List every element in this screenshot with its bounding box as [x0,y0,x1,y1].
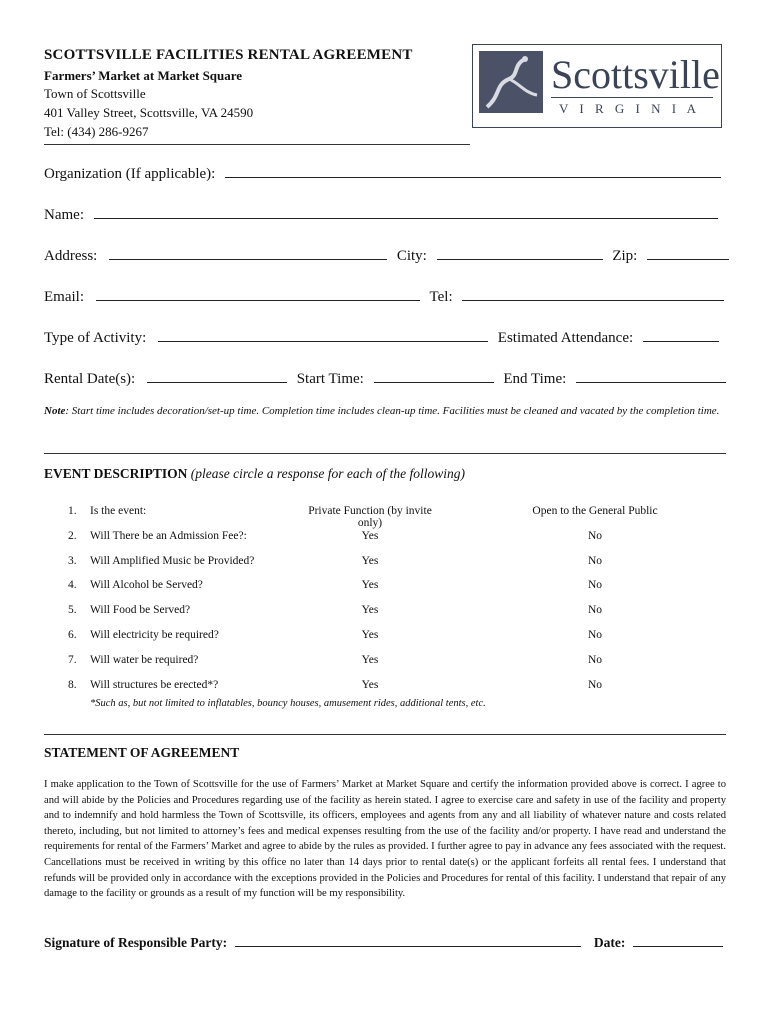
answer-option-no[interactable]: No [587,653,603,666]
date-label: Date: [593,935,626,950]
email-input[interactable] [96,288,420,301]
answer-option-no[interactable]: No [587,529,603,542]
statement-text: I make application to the Town of Scottsville for the use of Farmers’ Market at Market Square and certify the information provided above is correct. I agree to and will abide by the Policies and Procedures regarding use of the facility as herein stated. I agree to exercise care and safety in use of the facility and property and to indemnify and hold harmless the Town of Scottsville, its officers, employees and agents from any and all liability of whatever nature and costs related thereto, including, but not limited to attorney’s fees and medical expenses resulting from the use of the facility and/or property. I have read and understand the requirements for rental of the Farmers’ Market and agree to abide by the rules as provided. I further agree to pay in advance any fees associated with the request. Cancellations must be received in writing by this office no later than 14 days prior to rental date(s) or the applicant forfeits all rental fees. I understand that refunds will be provided only in accordance with the exceptions provided in the Policies and Procedures for rental of this facility. I understand that repair of any damage to the facility or grounds as a result of my function will be my responsibility. [44,779,726,900]
question-text: Will Alcohol be Served? [90,579,203,592]
question-number: 7. [68,653,77,666]
name-label: Name: [44,207,84,223]
header-divider [44,144,470,145]
question-text: Will There be an Admission Fee?: [90,529,247,542]
question-number: 4. [68,579,77,592]
address-row [44,247,729,265]
date-input[interactable] [633,934,723,947]
section-divider-2 [44,734,726,735]
answer-option-yes[interactable]: Private Function (by invite only) [308,505,432,529]
organization-row [44,165,721,183]
question-number: 1. [68,505,77,517]
question-text: Will Amplified Music be Provided? [90,554,255,567]
answer-option-no[interactable]: No [587,579,603,592]
answer-option-yes[interactable]: Yes [361,579,379,592]
answer-option-yes[interactable]: Yes [361,604,379,617]
activity-input[interactable] [158,329,488,342]
question-text: Will Food be Served? [90,604,191,617]
question-text: Will electricity be required? [90,629,219,641]
statement-heading: STATEMENT OF AGREEMENT [44,745,240,760]
address-label: Address: [44,248,98,264]
answer-option-no[interactable]: No [587,678,603,691]
question-number: 2. [68,529,77,542]
question-number: 5. [68,604,77,617]
signature-input[interactable] [235,934,581,947]
start-time-input[interactable] [374,370,494,383]
question-text: Is the event: [90,505,147,517]
scottsville-logo [472,44,722,128]
note-label: Note [44,405,66,417]
start-time-label: Start Time: [296,371,364,387]
answer-option-no[interactable]: No [587,604,603,617]
zip-input[interactable] [647,247,729,260]
logo-emblem-icon [479,51,543,113]
activity-row [44,329,719,347]
answer-option-yes[interactable]: Yes [361,554,379,567]
end-time-label: End Time: [503,371,567,387]
logo-divider [551,97,713,98]
question-text: Will structures be erected*? [90,678,219,691]
note-text: : Start time includes decoration/set-up time. Completion time includes clean-up time. Facilities must be cleaned and vacated by the completion time. [65,405,720,417]
question-text: Will water be required? [90,653,199,666]
zip-label: Zip: [612,248,638,264]
timing-note [44,403,726,420]
city-input[interactable] [437,247,603,260]
organization-input[interactable] [225,165,721,178]
question-number: 3. [68,554,77,567]
answer-option-yes[interactable]: Yes [361,653,379,666]
address-line-1: Town of Scottsville [44,86,146,101]
question-number: 8. [68,678,77,691]
email-row [44,288,724,306]
form-subtitle: Farmers’ Market at Market Square [44,68,243,83]
name-row [44,206,718,224]
tel-label: Tel: [429,289,453,305]
event-heading: EVENT DESCRIPTION [44,466,188,481]
address-line-3: Tel: (434) 286-9267 [44,124,149,139]
answer-option-yes[interactable]: Yes [361,529,379,542]
email-label: Email: [44,289,84,305]
form-title: SCOTTSVILLE FACILITIES RENTAL AGREEMENT [44,47,413,63]
question-number: 6. [68,629,77,641]
tel-input[interactable] [462,288,724,301]
event-heading-note: (please circle a response for each of the following) [187,466,465,481]
name-input[interactable] [94,206,718,219]
answer-option-yes[interactable]: Yes [361,629,379,641]
attendance-label: Estimated Attendance: [497,330,634,346]
structures-footnote: *Such as, but not limited to inflatables, bouncy houses, amusement rides, additional tents, etc. [90,698,486,709]
rental-dates-label: Rental Date(s): [44,371,136,387]
city-label: City: [396,248,427,264]
attendance-input[interactable] [643,329,719,342]
signature-label: Signature of Responsible Party: [44,935,228,950]
address-line-2: 401 Valley Street, Scottsville, VA 24590 [44,105,254,120]
logo-region: V I R G I N I A [559,101,701,116]
section-divider-1 [44,453,726,454]
answer-option-no[interactable]: Open to the General Public [532,505,658,517]
end-time-input[interactable] [576,370,726,383]
activity-label: Type of Activity: [44,330,147,346]
logo-name: Scottsville [551,52,720,97]
event-heading-row [44,466,465,482]
rental-row [44,370,726,388]
rental-dates-input[interactable] [147,370,287,383]
signature-row [44,934,723,951]
answer-option-yes[interactable]: Yes [361,678,379,691]
answer-option-no[interactable]: No [587,629,603,641]
address-input[interactable] [109,247,387,260]
organization-label: Organization (If applicable): [44,166,216,182]
answer-option-no[interactable]: No [587,554,603,567]
